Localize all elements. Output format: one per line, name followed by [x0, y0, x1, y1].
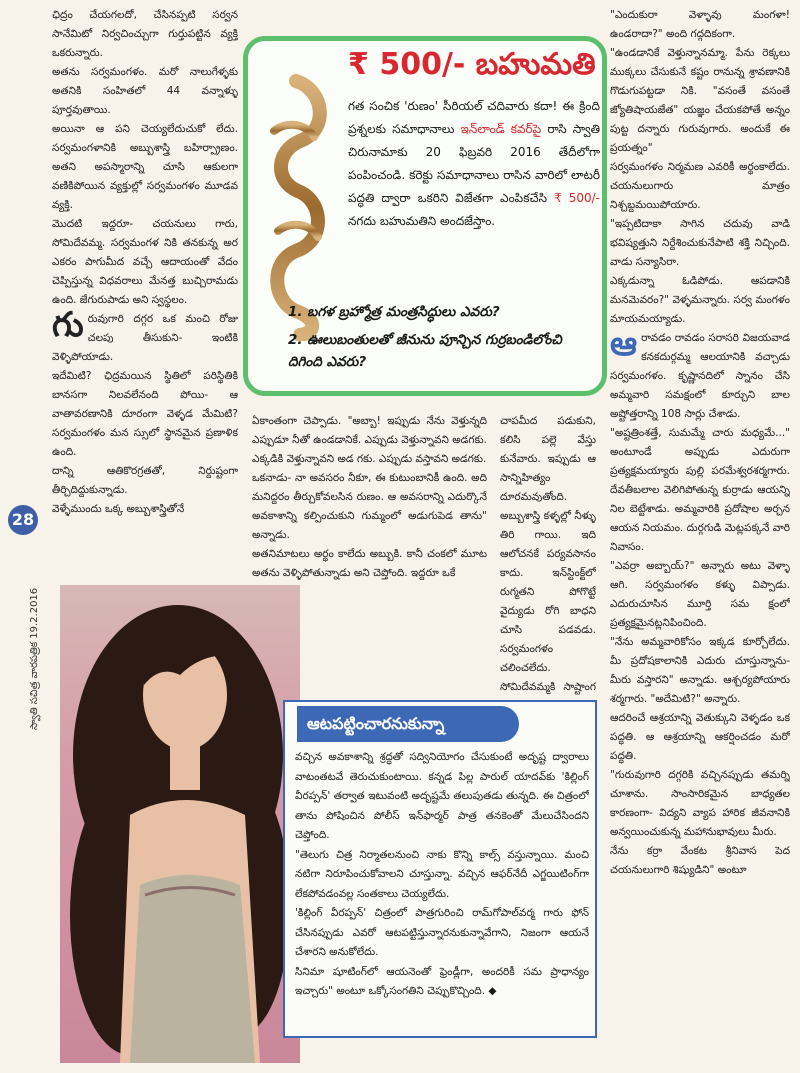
magazine-label: స్వాతి సచిత్ర వారపత్రిక 19.2.2016: [29, 587, 40, 730]
contest-box: [243, 36, 607, 396]
article-column-1: [52, 6, 238, 580]
contest-highlight-1: ఇన్‌లాండ్ కవర్‌పై: [460, 122, 542, 136]
col1-text-1: ఛిద్రం చేయగలదో, చేసినప్పటి సర్వన సానేమిటో నిర్వచించ్చుగా గుర్తుపట్టిన వ్యక్తి ఒకరున్నారు. అతను సర్వమంగళం. మరో నాలుగేళ్ళకు అతనికి సంహితలో 44 వన్నాళ్ళు పూర్తవుతాయి. అయినా ఆ పని చెయ్యలేదుచుకో లేదు. సర్వమంగళానికి అబ్బుశాస్త్రి బహిర్ప్రాణం. అతని అపస్మారాన్ని చూసి ఆకులగా వణికిపోయిన వ్యక్తుల్లో సర్వమంగళం మూడవ వ్యక్తి. మొదటి ఇద్దరూ- చయనులు గారు, సోమిదేవమ్మ. సర్వమంగళ నికి తనకున్న అర ఎకరం పాగుమీద వచ్చే ఆదాయంతో వేదం చెప్పిస్తున్న విధవరాలు మేనత్త బుచ్చిరామడు ఉంది. జేగురుపాడు అని స్వస్థలం.: [52, 9, 238, 306]
contest-highlight-2: ₹ 500/-: [554, 191, 600, 205]
question-1: 1. బగళ బ్రహ్మోత్ర మంత్రసిద్ధులు ఎవరు?: [288, 304, 500, 320]
contest-title: ₹ 500/- బహుమతి: [348, 47, 596, 82]
article-column-4: [610, 6, 790, 1066]
col4-text-2: రావడం రావడం సరాసరి విజయవాడ కనకదుర్గమ్మ ఆలయానికి వచ్చాడు సర్వమంగళం. కృష్ణానదిలో స్నానం చేసి అమ్మవారి సమక్షంలో కూర్చుని బాల అష్టోత్తరాన్ని 108 సార్లు చేశాడు. "అష్టత్రింశత్తే, సుమమ్మే చారు మధ్యమే..." అంటూండే అప్పుడు ఎదురుగా ప్రత్యక్షమయ్యారు పుల్లి పరమేశ్వరశర్మగారు. దేవతీబలాల వెలిగిపోతున్న కుర్రాడు ఆయన్ని నిల బెట్టేశాడు. అమ్మవారికి ప్రదోషాల అర్చన ఆయన నియమం. దుర్గగుడి మెట్లపక్కనే వారి నివాసం. "ఎవర్రా అబ్బాయ్?" అన్నారు అటు వెళ్ళా ఆగి. సర్వమంగళం కళ్ళు విప్పాడు. ఎదురుచూసిన మూర్తి సమ క్షంలో ప్రత్యక్షమైనట్లనిపించింది. "నేను అమ్మవారికోసం ఇక్కడ కూర్చోలేదు. మీ ప్రదోషకాలానికి ఎదురు చూస్తున్నాను- మీరు వస్తారని" అన్నాడు. ఆశ్చర్యపోయారు శర్మగారు. "అదేమిటి?" అన్నారు. ఆదరించే ఆశ్రయాన్ని వెతుక్కుని వెళ్ళడం ఒక పద్ధతి. ఆ ఆశ్రయాన్ని ఆకర్షించడం మరో పద్ధతి. "గురువుగారి దగ్గరికి వచ్చినప్పుడు తమర్ని చూశాను. సాంసారికమైన బాధ్యతల కారణంగా- విద్యని వ్యాప హారిక జీవనానికి అన్వయించుకున్న మహానుభావులు మీరు. నేను కర్రా వేంకట శ్రీనివాస పెద చయనులుగారి శిష్యుడిని" అంటూ: [610, 332, 790, 876]
col4-text-1: "ఎందుకురా వెళ్ళావు మంగళా! ఉండరాదా?" అంది గద్గదికంగా. "ఉండడానికే వెళ్తున్నానమ్మా. పేను రెక్కలు ముక్కలు చేసుకునే కష్టం రానున్న శ్రావణానికి గొడుగుపట్టడా నికి. "వసంతే వసంతే జ్యోతిషాయజేత" యజ్ఞం చేయకపోతే అన్నం పుట్ట దన్నారు గురువుగారు. అందుకే ఈ ప్రయత్నం" సర్వమంగళం నిర్మమణ ఎవరికీ అర్థంకాలేదు. చయనులుగారు మాత్రం నిశ్చబ్దమయిపోయారు. "ఇప్పటిదాకా సాగిన చదువు వాడి భవిష్యత్తుని నిర్దేశించుకునేపాటి శక్తి నిచ్చింది. వాడు సన్యాసిరా. ఎక్కడున్నా ఓడిపోడు. ఆపడానికి మనమెవరం?" వెళ్ళమన్నారు. సర్వ మంగళం మాయమయ్యాడు.: [610, 9, 790, 325]
contest-body-1: గత సంచిక 'రుణం' సీరియల్ చదివారు కదా! ఈ క్రింది ప్రశ్నలకు సమాధానాలు: [348, 99, 600, 136]
contest-body-2: రాసి స్వాతి చిరునామాకు 20 ఫిబ్రవరి 2016 తేదీలోగా పంపించండి. కరెక్టు సమాధానాలు రాసిన వారిలో లాటరీ పద్ధతి ద్వారా ఒకరిని విజేతగా ఎంపికచేసి: [348, 122, 600, 205]
actress-photo: [60, 585, 300, 1063]
interview-title: ఆటపట్టించారనుకున్నా: [297, 706, 519, 742]
article-column-2: ఏకాంతంగా చెప్పాడు. "అబ్బా! ఇప్పుడు నేను వెళ్తున్నది ఎప్పుడూ నీతో ఉండడానికే. ఎప్పుడు వెళ్తున్నావని అడగకు. ఎక్కడికి వెళ్తున్నావని అడ గకు. ఎప్పుడు వస్తావని అడగకు. ఒకనాడు- నా అవసరం నీకూ, ఈ కుటుంబానికీ ఉంది. అది మనిద్దరం తీర్చుకోవలసిన రుణం. ఆ అవసరాన్ని ఎదుర్కొనే అవకాశాన్ని కల్పించుకుని గుమ్మంలో అడుగుపెడ తాను" అన్నాడు. అతనిమాటలు అర్థం కాలేదు అబ్బుకి. కానీ చంకలో మూట అతను వెళ్ళిపోతున్నాడు అని చెప్తోంది. ఇద్దరూ ఒకే: [252, 415, 487, 579]
col1-text-2: రువుగారి దగ్గర ఒక మంచి రోజు చలపు తీసుకుని- ఇంటికి వెళ్ళిపోయాడు. ఇదేమిటి? ఛిద్రమయిన స్థితిలో పరిస్థితికి బానసగా నిలవలేనంది పోయి- ఆ వాతావరణానికి దూరంగా వెళ్ళడ మేమిటి? సర్వమంగళం మన స్సులో స్థానమైన ప్రణాళిక ఉంది. దాన్ని ఆతికొరగ్రతతో, నిర్దుష్టంగా తీర్చిదిద్దుకున్నాడు. వెళ్ళేముందు ఒక్క అబ్బుశాస్త్రితోనే: [52, 313, 238, 515]
dropcap-gu: గు: [52, 305, 84, 345]
interview-body: వచ్చిన అవకాశాన్ని శ్రద్ధతో సద్వినియోగం చేసుకుంటే అదృష్ట ద్వారాలు వాటంతటవే తెరుచుకుంటాయి. కన్నడ పిల్ల పారుల్ యాదవ్‌కు 'కిల్లింగ్ వీరప్పన్' తర్వాత ఇటువంటి అదృష్టమే తలుపుతడు తున్నది. ఈ చిత్రంలో తాను పోషించిన పోలీస్ ఇన్‌ఫార్మర్ పాత్ర తనకెంతో మేలుచేసిందని చెప్తోంది. "తెలుగు చిత్ర నిర్మాతలనుంచి నాకు కొన్ని కాల్స్ వస్తున్నాయి. మంచి నటిగా నిరూపించుకోవాలని చూస్తున్నా. వచ్చిన ఆఫర్‌నేదీ ఎగ్జయిటింగ్‌గా లేకపోవడంవల్ల సంతకాలు చెయ్యలేదు. 'కిల్లింగ్ వీరప్పన్' చిత్రంలో పాత్రగురించి రామ్‌గోపాల్‌వర్మ గారు ఫోన్ చేసినప్పుడు ఎవరో ఆటపట్టిస్తున్నారనుకున్నావేగాని, నిజంగా ఆయనే చేశారని అనుకోలేదు. సినిమా షూటింగ్‌లో ఆయనెంతో ఫ్రెండ్లీగా, అందరికీ సమ ప్రాధాన్యం ఇచ్చారు" అంటూ ఒక్కోసంగతిని చెప్పుకొచ్చింది. ◆: [295, 751, 589, 997]
article-column-3: చాపమీద పడుకుని, కలిసి పల్లె వేస్తు కునేవారు. ఇప్పుడు ఆ సాన్నిహిత్యం దూరమవుతోంది. అబ్బుశాస్త్రి కళ్ళల్లో నీళ్ళు తిరి గాయి. ఇది ఆలోచనకే పర్యవసానం కాదు. ఇన్‌స్టింక్ట్‌లో రుగ్మతని పోగొట్టే వైద్యుడు రోగి బాధని చూసి పడవడు. సర్వమంగళం చలించలేదు. సోమిదేవమ్మకి సాష్టాంగ: [500, 415, 596, 693]
page-number: 28: [8, 505, 38, 535]
interview-box: [283, 700, 597, 1038]
question-2: 2. ఊలుబంతులతో జీనును పూన్చిన గుర్రబండిలోంచి దిగింది ఎవరు?: [288, 332, 562, 370]
logo-text: స్వాతి: [256, 71, 259, 72]
actress-illustration: [60, 585, 300, 1063]
side-strip: [6, 430, 46, 1070]
contest-body-3: నగదు బహుమతిని అందజేస్తాం.: [348, 214, 496, 228]
contest-body: [348, 95, 600, 233]
dropcap-aa: ఆ: [610, 324, 638, 364]
